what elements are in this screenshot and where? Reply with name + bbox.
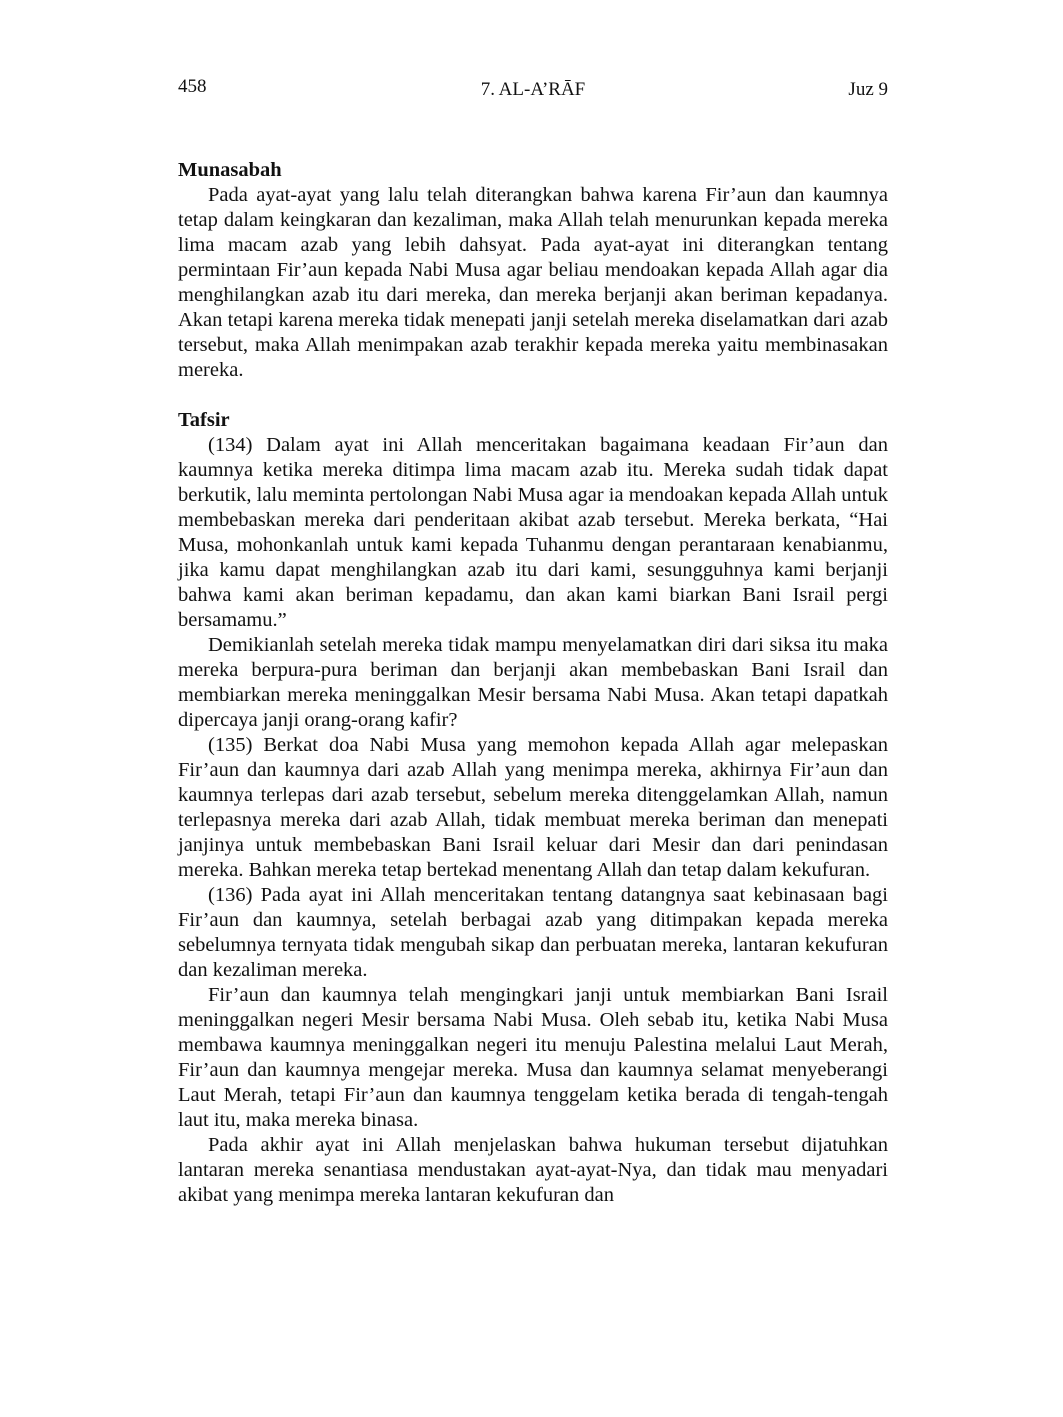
section-spacer xyxy=(178,383,888,408)
munasabah-heading: Munasabah xyxy=(178,159,282,181)
tafsir-paragraph-136: (136) Pada ayat ini Allah menceritakan tentang datangnya saat kebinasaan bagi Fir’aun dan kaumnya, setelah berbagai azab yang ditimpakan kepada mereka sebelumnya ternyata tidak mengubah sikap dan perbuatan mereka, lantaran kekufuran dan kezaliman mereka. xyxy=(178,884,888,981)
page-body xyxy=(178,158,888,1208)
juz-label: Juz 9 xyxy=(848,79,888,100)
tafsir-heading: Tafsir xyxy=(178,409,230,431)
tafsir-paragraph-135: (135) Berkat doa Nabi Musa yang memohon kepada Allah agar melepaskan Fir’aun dan kaumnya dari azab Allah yang menimpa mereka, akhirnya Fir’aun dan kaumnya terlepas dari azab tersebut, sebelum mereka ditenggelamkan Allah, namun terlepasnya mereka dari azab Allah, tidak membuat mereka beriman dan menepati janjinya untuk membebaskan Bani Israil keluar dari Mesir dan dari penindasan mereka. Bahkan mereka tetap bertekad menentang Allah dan tetap dalam kekufuran. xyxy=(178,734,888,881)
page-number: 458 xyxy=(178,76,207,97)
tafsir-paragraph-134: (134) Dalam ayat ini Allah menceritakan bagaimana keadaan Fir’aun dan kaumnya ketika mereka ditimpa lima macam azab itu. Mereka sudah tidak dapat berkutik, lalu meminta pertolongan Nabi Musa agar ia mendoakan kepada Allah untuk membebaskan mereka dari penderitaan akibat azab tersebut. Mereka berkata, “Hai Musa, mohonkanlah untuk kami kepada Tuhanmu dengan perantaraan kenabianmu, jika kamu dapat menghilangkan azab itu dari kami, sesungguhnya kami berjanji bahwa kami akan beriman kepadamu, dan akan kami biarkan Bani Israil pergi bersamamu.” xyxy=(178,434,888,631)
munasabah-paragraph: Pada ayat-ayat yang lalu telah diterangkan bahwa karena Fir’aun dan kaumnya tetap dalam keingkaran dan kezaliman, maka Allah telah menurunkan kepada mereka lima macam azab yang lebih dahsyat. Pada ayat-ayat ini diterangkan tentang permintaan Fir’aun kepada Nabi Musa agar beliau mendoakan kepada Allah agar dia menghilangkan azab itu dari mereka, dan mereka berjanji akan beriman kepadanya. Akan tetapi karena mereka tidak menepati janji setelah mereka diselamatkan dari azab tersebut, maka Allah menimpakan azab terakhir kepada mereka yaitu membinasakan mereka. xyxy=(178,184,888,381)
tafsir-paragraph: Demikianlah setelah mereka tidak mampu menyelamatkan diri dari siksa itu maka mereka berpura-pura beriman dan berjanji akan membebaskan Bani Israil dan membiarkan mereka meninggalkan Mesir bersama Nabi Musa. Akan tetapi dapatkah dipercaya janji orang-orang kafir? xyxy=(178,634,888,731)
tafsir-paragraph: Fir’aun dan kaumnya telah mengingkari janji untuk membiarkan Bani Israil meninggalkan negeri Mesir bersama Nabi Musa. Oleh sebab itu, ketika Nabi Musa membawa kaumnya meninggalkan negeri itu menuju Palestina melalui Laut Merah, Fir’aun dan kaumnya mengejar mereka. Musa dan kaumnya selamat menyeberangi Laut Merah, tetapi Fir’aun dan kaumnya tenggelam ketika berada di tengah-tengah laut itu, maka mereka binasa. xyxy=(178,984,888,1131)
tafsir-paragraph: Pada akhir ayat ini Allah menjelaskan bahwa hukuman tersebut dijatuhkan lantaran mereka senantiasa mendustakan ayat-ayat-Nya, dan tidak mau menyadari akibat yang menimpa mereka lantaran kekufuran dan xyxy=(178,1134,888,1206)
page-header xyxy=(178,76,888,104)
chapter-title: 7. AL-A’RĀF xyxy=(480,79,586,100)
